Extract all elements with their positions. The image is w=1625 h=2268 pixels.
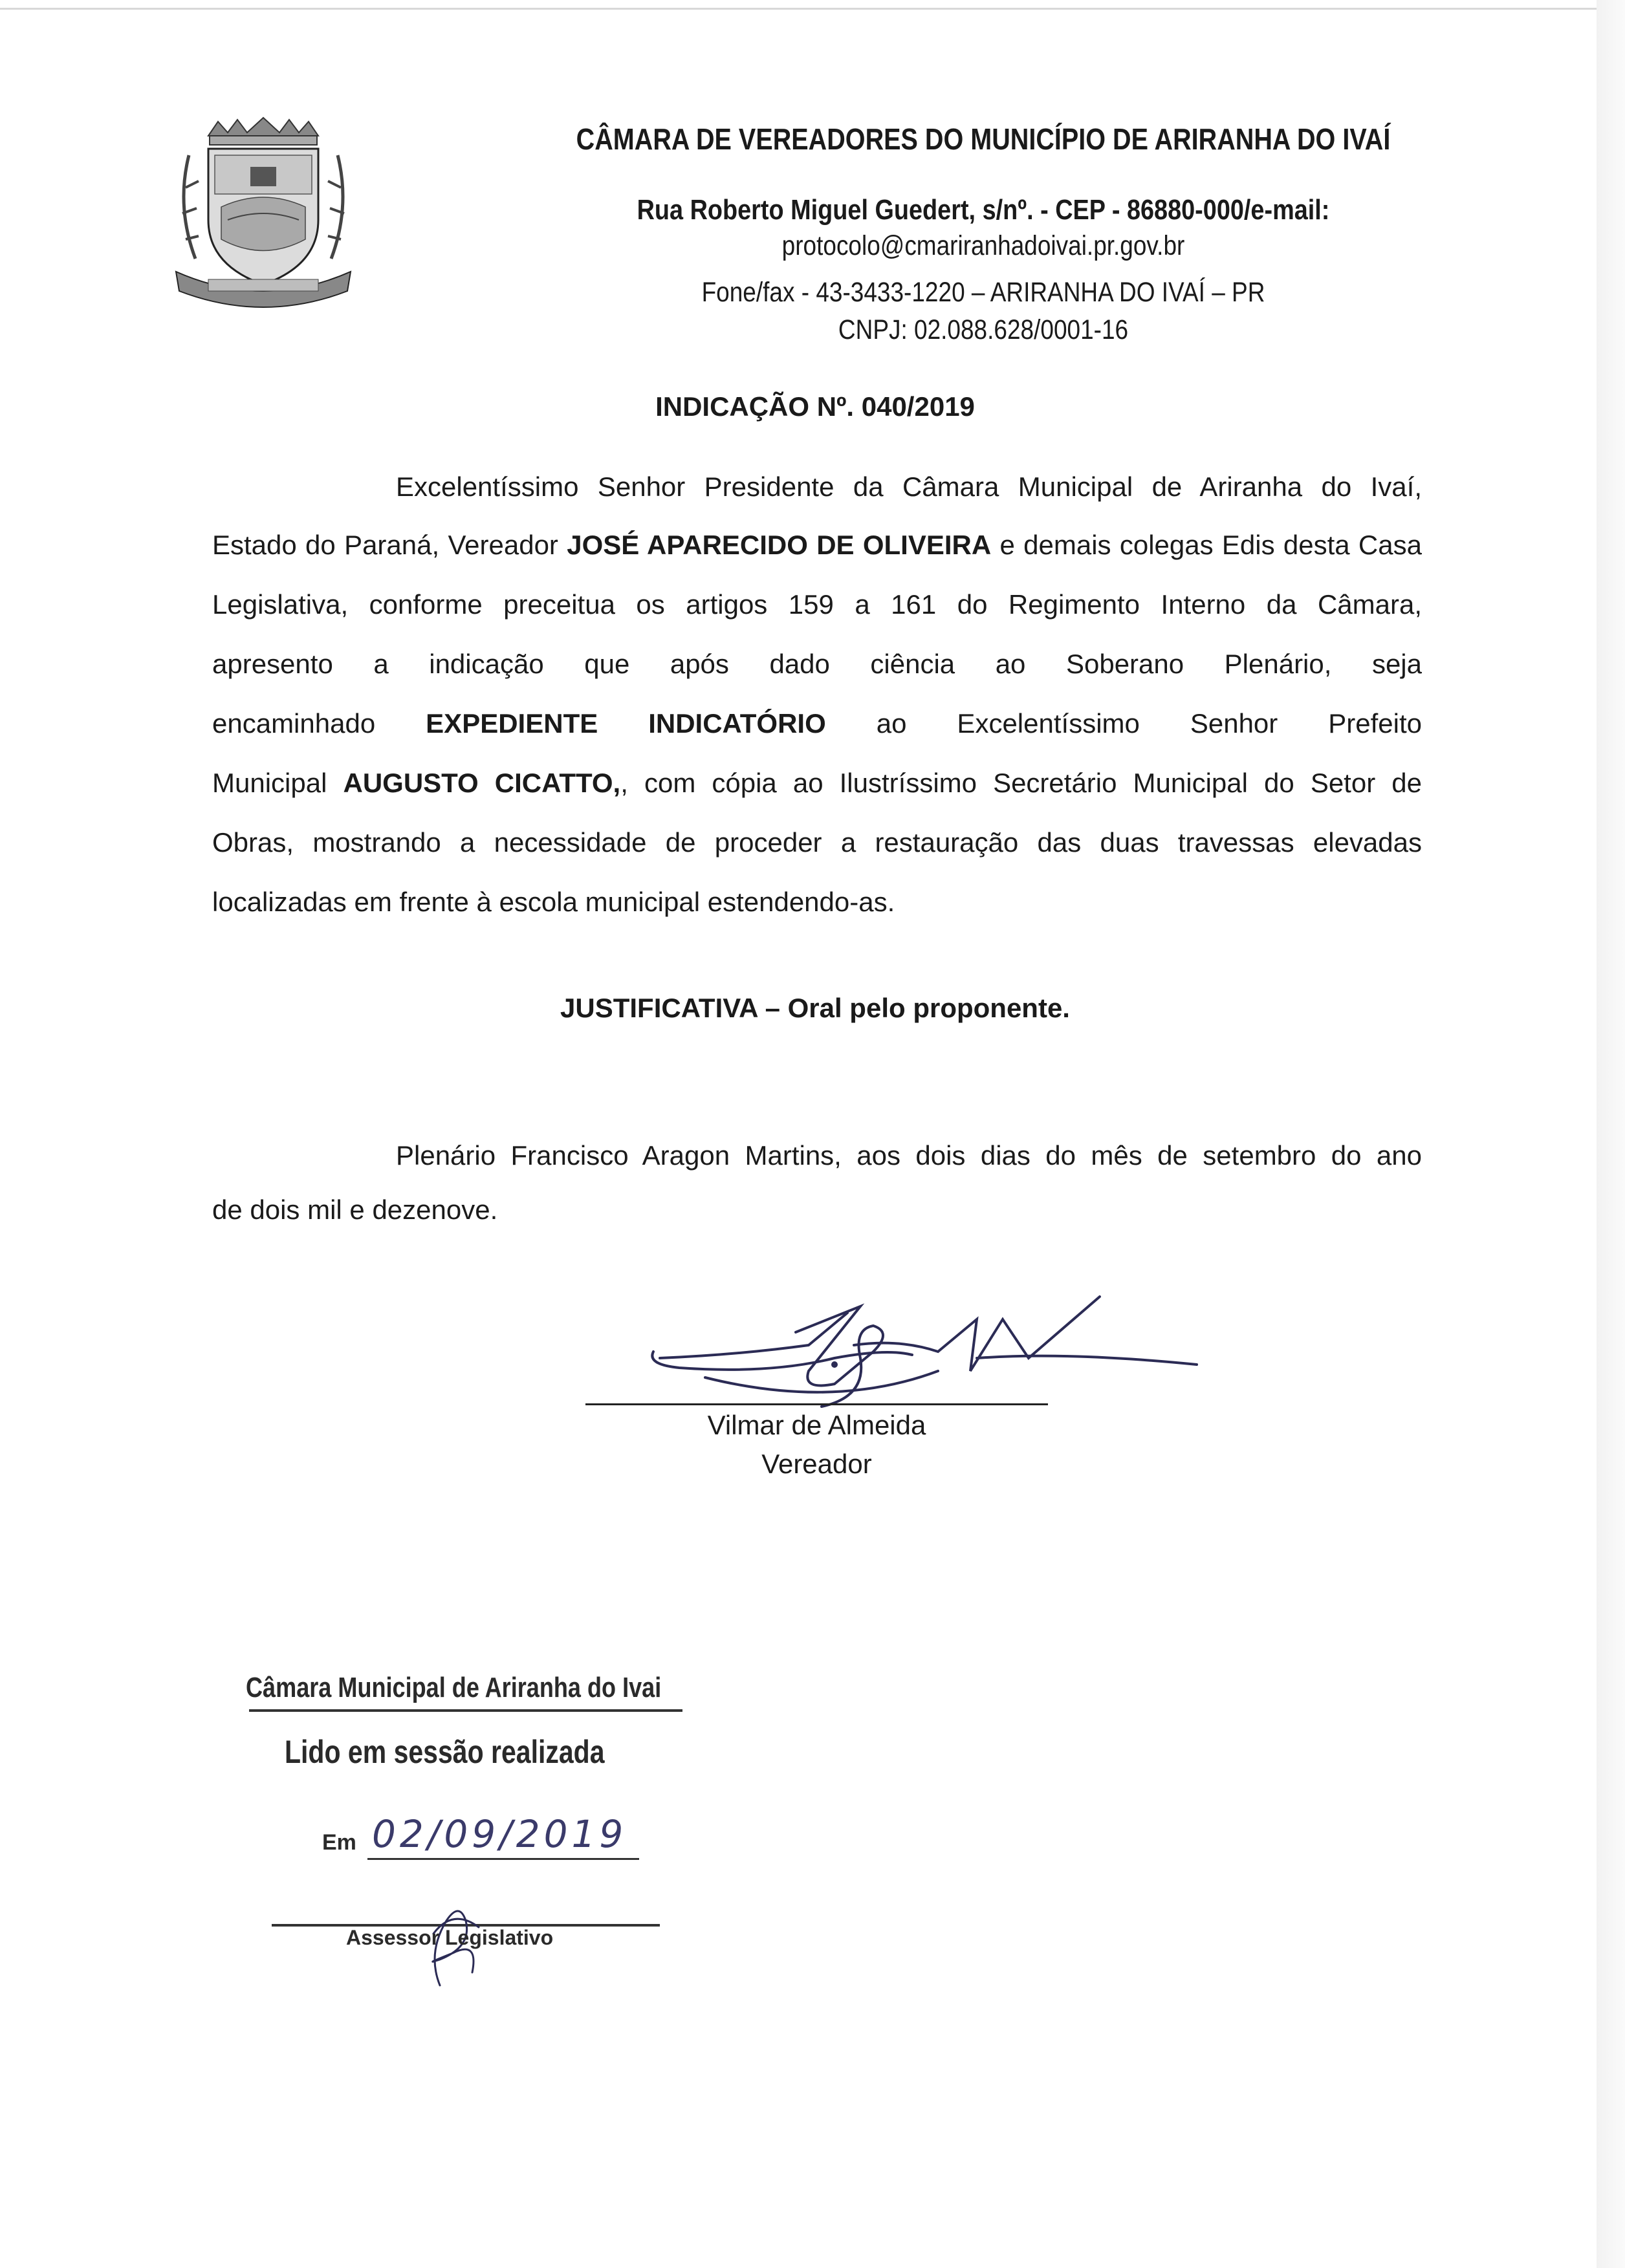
signature-line	[585, 1403, 1048, 1405]
stamp-subtitle: Lido em sessão realizada	[285, 1734, 605, 1770]
body-text: Excelentíssimo Senhor Presidente da Câmara Municipal de Ariranha do Ivaí,	[396, 471, 1422, 502]
body-text: localizadas em frente à escola municipal estendendo-as.	[212, 887, 895, 917]
justification: JUSTIFICATIVA – Oral pelo proponente.	[560, 993, 1070, 1023]
stamp-date-line	[367, 1858, 639, 1860]
body-line-5	[212, 707, 1422, 740]
body-text: Obras, mostrando a necessidade de proceder a restauração das duas travessas elevadas	[212, 827, 1422, 858]
stamp-date-label: Em	[322, 1830, 356, 1855]
body-text: apresento a indicação que após dado ciência ao Soberano Plenário, seja	[212, 649, 1422, 679]
scan-edge	[0, 8, 1598, 10]
body-text: Plenário Francisco Aragon Martins, aos dois dias do mês de setembro do ano	[396, 1140, 1422, 1171]
body-line-7	[212, 826, 1422, 859]
header-phone: Fone/fax - 43-3433-1220 – ARIRANHA DO IVAÍ – PR	[701, 277, 1265, 308]
body-line-3	[212, 589, 1422, 621]
document-title: INDICAÇÃO Nº. 040/2019	[655, 391, 975, 422]
stamp-date: 02/09/2019	[372, 1812, 627, 1856]
scan-shadow	[1597, 0, 1625, 2268]
body-text: encaminhado	[212, 708, 426, 739]
body-line-2	[212, 529, 1422, 561]
body-text: de dois mil e dezenove.	[212, 1194, 498, 1225]
body-text: Estado do Paraná, Vereador	[212, 530, 567, 560]
signer-role: Vereador	[761, 1449, 872, 1479]
closing-line-1	[396, 1139, 1422, 1172]
body-text: , com cópia ao Ilustríssimo Secretário Municipal do Setor de	[620, 768, 1422, 798]
body-line-1	[396, 471, 1422, 503]
municipal-crest-icon	[163, 110, 364, 310]
stamp-assessor-label: Assessor Legislativo	[346, 1926, 554, 1949]
body-line-6	[212, 767, 1422, 799]
body-text: e demais colegas Edis desta Casa	[991, 530, 1422, 560]
mayor-name: AUGUSTO CICATTO,	[343, 768, 621, 798]
signer-name: Vilmar de Almeida	[707, 1410, 926, 1440]
header-title: CÂMARA DE VEREADORES DO MUNICÍPIO DE ARIRANHA DO IVAÍ	[576, 122, 1391, 156]
councilor-name: JOSÉ APARECIDO DE OLIVEIRA	[567, 530, 992, 560]
stamp-divider	[249, 1709, 682, 1712]
stamp-title: Câmara Municipal de Ariranha do Ivai	[246, 1672, 662, 1703]
body-text: ao Excelentíssimo Senhor Prefeito	[825, 708, 1422, 739]
body-line-8	[212, 886, 1422, 918]
body-text: Municipal	[212, 768, 344, 798]
expedient-label: EXPEDIENTE INDICATÓRIO	[426, 708, 826, 739]
body-text: Legislativa, conforme preceitua os artigos 159 a 161 do Regimento Interno da Câmara,	[212, 589, 1422, 620]
header-address: Rua Roberto Miguel Guedert, s/nº. - CEP - 86880-000/e-mail:	[637, 194, 1330, 226]
header-cnpj: CNPJ: 02.088.628/0001-16	[838, 314, 1129, 345]
header-email: protocolo@cmariranhadoivai.pr.gov.br	[781, 230, 1185, 261]
body-line-4	[212, 648, 1422, 680]
closing-line-2	[212, 1194, 1422, 1226]
